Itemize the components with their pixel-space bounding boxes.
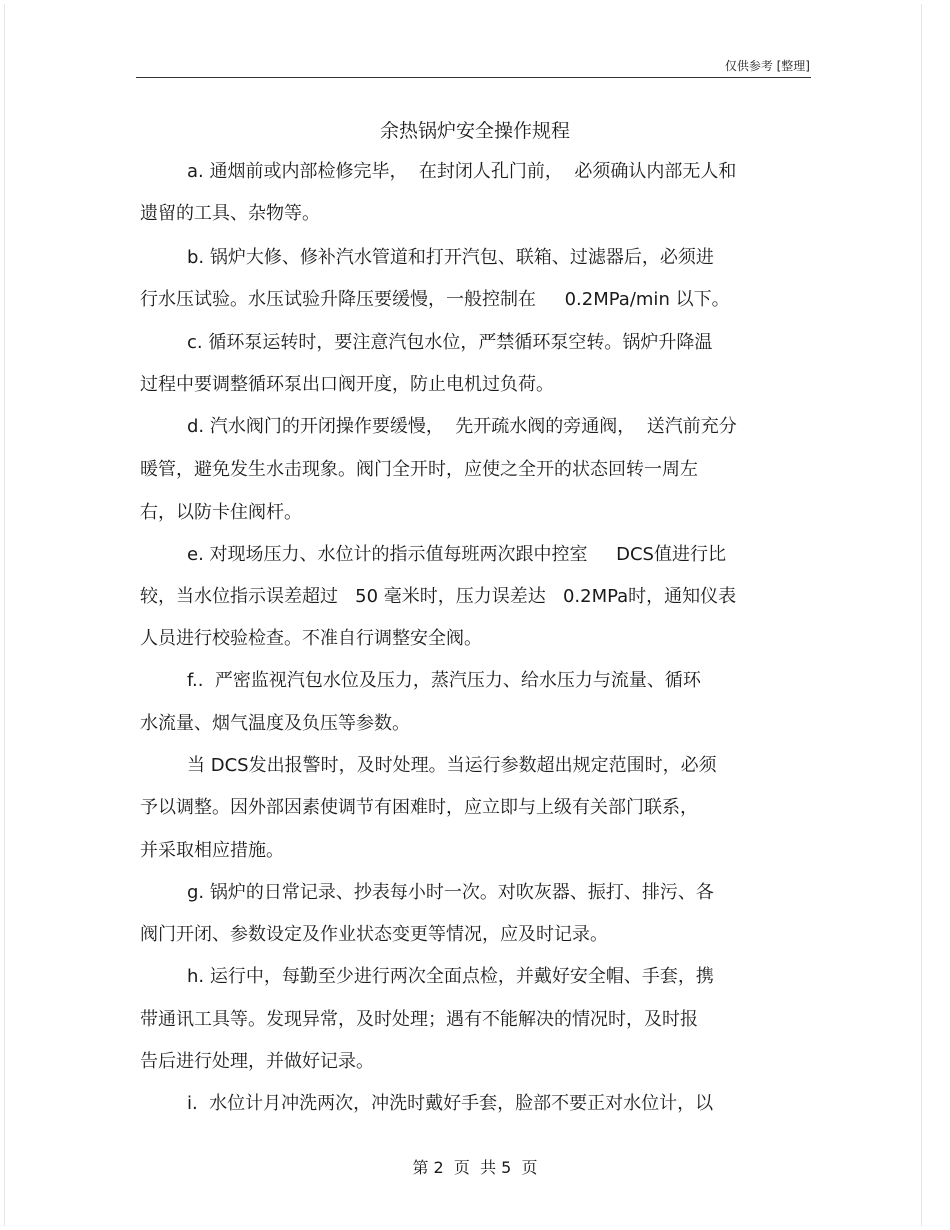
page-number-footer: 第 2 页 共 5 页: [412, 1158, 538, 1177]
body-line: b. 锅炉大修、修补汽水管道和打开汽包、联箱、过滤器后，必须进: [187, 247, 714, 268]
body-line: 遗留的工具、杂物等。: [140, 203, 320, 224]
body-line: h. 运行中，每勤至少进行两次全面点检，并戴好安全帽、手套，携: [187, 966, 714, 987]
body-line: g. 锅炉的日常记录、抄表每小时一次。对吹灰器、振打、排污、各: [187, 882, 714, 903]
body-line: 水流量、烟气温度及负压等参数。: [140, 713, 410, 734]
header-divider: [136, 77, 811, 78]
body-line: 并采取相应措施。: [140, 840, 284, 861]
body-line: 人员进行校验检查。不准自行调整安全阀。: [140, 628, 482, 649]
body-line: 予以调整。因外部因素使调节有困难时，应立即与上级有关部门联系，: [140, 797, 698, 818]
body-line: 告后进行处理，并做好记录。: [140, 1051, 374, 1072]
body-line: 当 DCS发出报警时，及时处理。当运行参数超出规定范围时，必须: [187, 755, 717, 776]
body-line: 右，以防卡住阀杆。: [140, 502, 302, 523]
body-line: d. 汽水阀门的开闭操作要缓慢， 先开疏水阀的旁通阀， 送汽前充分: [187, 416, 737, 437]
body-line: 较，当水位指示误差超过 50 毫米时，压力误差达 0.2MPa时，通知仪表: [140, 586, 737, 607]
body-line: 过程中要调整循环泵出口阀开度，防止电机过负荷。: [140, 374, 554, 395]
document-page: [4, 4, 922, 1226]
body-line: f.. 严密监视汽包水位及压力，蒸汽压力、给水压力与流量、循环: [187, 670, 701, 691]
body-line: 暖管，避免发生水击现象。阀门全开时，应使之全开的状态回转一周左: [140, 459, 698, 480]
body-line: e. 对现场压力、水位计的指示值每班两次跟中控室 DCS值进行比: [187, 544, 726, 565]
body-line: 行水压试验。水压试验升降压要缓慢，一般控制在 0.2MPa/min 以下。: [140, 289, 730, 310]
body-line: a. 通烟前或内部检修完毕， 在封闭人孔门前， 必须确认内部无人和: [187, 161, 737, 182]
body-line: 带通讯工具等。发现异常，及时处理；遇有不能解决的情况时，及时报: [140, 1009, 698, 1030]
body-line: 阀门开闭、参数设定及作业状态变更等情况，应及时记录。: [140, 924, 608, 945]
document-title: 余热锅炉安全操作规程: [379, 120, 570, 142]
header-note: 仅供参考 [整理]: [724, 59, 810, 73]
body-line: i. 水位计月冲洗两次，冲洗时戴好手套，脸部不要正对水位计，以: [187, 1093, 714, 1114]
body-line: c. 循环泵运转时，要注意汽包水位，严禁循环泵空转。锅炉升降温: [187, 332, 713, 353]
